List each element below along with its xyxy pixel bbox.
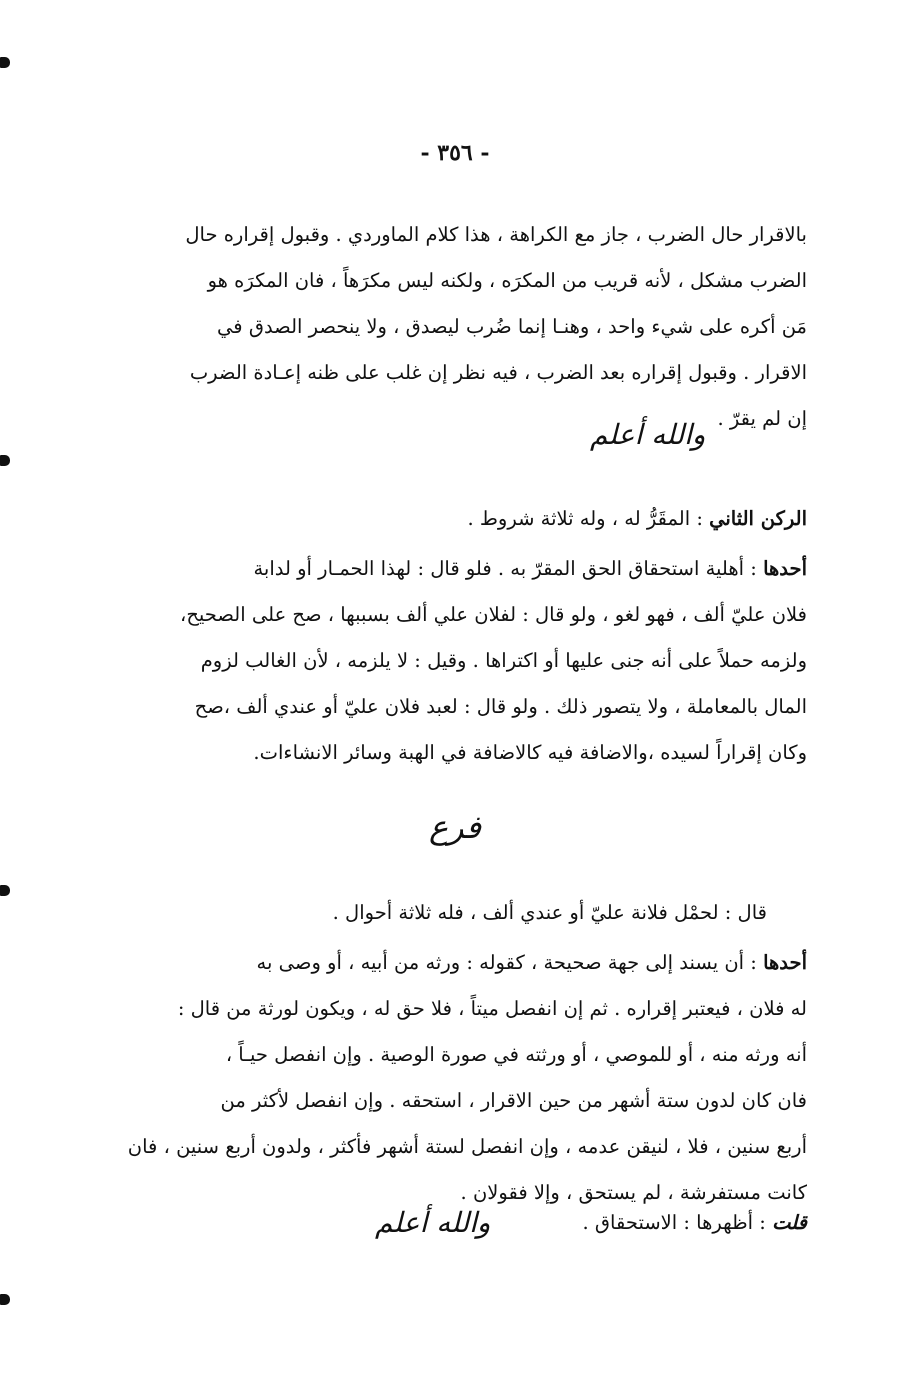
text-line: ولزمه حملاً على أنه جنى عليها أو اكتراها . وقيل : لا يلزمه ، لأن الغالب لزوم <box>200 649 807 672</box>
text-line: المال بالمعاملة ، ولا يتصور ذلك . ولو قال : لعبد فلان عليّ أو عندي ألف ،صح <box>194 695 807 718</box>
text-line: أنه ورثه منه ، أو للموصي ، أو ورثته في صورة الوصية . وإن انفصل حيـاً ، <box>225 1043 807 1066</box>
text-line: إن لم يقرّ . <box>717 407 807 430</box>
text-line: له فلان ، فيعتبر إقراره . ثم إن انفصل ميتاً ، فلا حق له ، ويكون لورثة من قال : <box>177 997 807 1020</box>
closing-note-text: : أظهرها : الاستحقاق . <box>582 1211 773 1234</box>
paragraph-4 <box>87 940 807 1216</box>
text-line: وكان إقراراً لسيده ،والاضافة فيه كالاضافة في الهبة وسائر الانشاءات. <box>253 741 807 764</box>
margin-mark <box>0 455 10 466</box>
section-heading-lead: الركن الثاني <box>709 507 807 530</box>
branch-heading: فرع <box>428 808 482 846</box>
paragraph-3 <box>87 890 807 936</box>
paragraph-lead: أحدها <box>763 951 807 974</box>
text-line <box>87 546 807 592</box>
text-line: فان كان لدون ستة أشهر من حين الاقرار ، استحقه . وإن انفصل لأكثر من <box>220 1089 807 1112</box>
text-fragment: : أن يسند إلى جهة صحيحة ، كقوله : ورثه من أبيه ، أو وصى به <box>256 951 764 974</box>
paragraph-2 <box>87 546 807 776</box>
closing-note-lead: قلت <box>772 1211 807 1234</box>
section-heading <box>87 496 807 542</box>
text-line: كانت مستفرشة ، لم يستحق ، وإلا فقولان . <box>460 1181 807 1204</box>
text-line: مَن أكره على شيء واحد ، وهنـا إنما ضُرب ليصدق ، ولا ينحصر الصدق في <box>217 315 807 338</box>
paragraph-lead: أحدها <box>763 557 807 580</box>
text-line: أربع سنين ، فلا ، لنيقن عدمه ، وإن انفصل لستة أشهر فأكثر ، ولدون أربع سنين ، فان <box>127 1135 807 1158</box>
text-line <box>87 940 807 986</box>
text-line: فلان عليّ ألف ، فهو لغو ، ولو قال : لفلان علي ألف بسببها ، صح على الصحيح، <box>180 603 807 626</box>
page-number: - ٣٥٦ - <box>420 140 490 166</box>
margin-mark <box>0 1294 10 1305</box>
margin-mark <box>0 57 10 68</box>
closing-phrase: والله أعلم <box>375 1206 491 1239</box>
text-line: بالاقرار حال الضرب ، جاز مع الكراهة ، هذا كلام الماوردي . وقبول إقراره حال <box>185 223 807 246</box>
text-fragment: : أهلية استحقاق الحق المقرّ به . فلو قال : لهذا الحمـار أو لدابة <box>253 557 764 580</box>
text-line: قال : لحمْل فلانة عليّ أو عندي ألف ، فله ثلاثة أحوال . <box>332 901 767 924</box>
paragraph-1 <box>87 212 807 442</box>
margin-mark <box>0 885 10 896</box>
text-line: الاقرار . وقبول إقراره بعد الضرب ، فيه نظر إن غلب على ظنه إعـادة الضرب <box>189 361 807 384</box>
section-heading-rest: : المقَرُّ له ، وله ثلاثة شروط . <box>467 507 710 530</box>
text-line: الضرب مشكل ، لأنه قريب من المكرَه ، ولكنه ليس مكرَهاً ، فان المكرَه هو <box>207 269 807 292</box>
closing-phrase: والله أعلم <box>590 418 706 451</box>
